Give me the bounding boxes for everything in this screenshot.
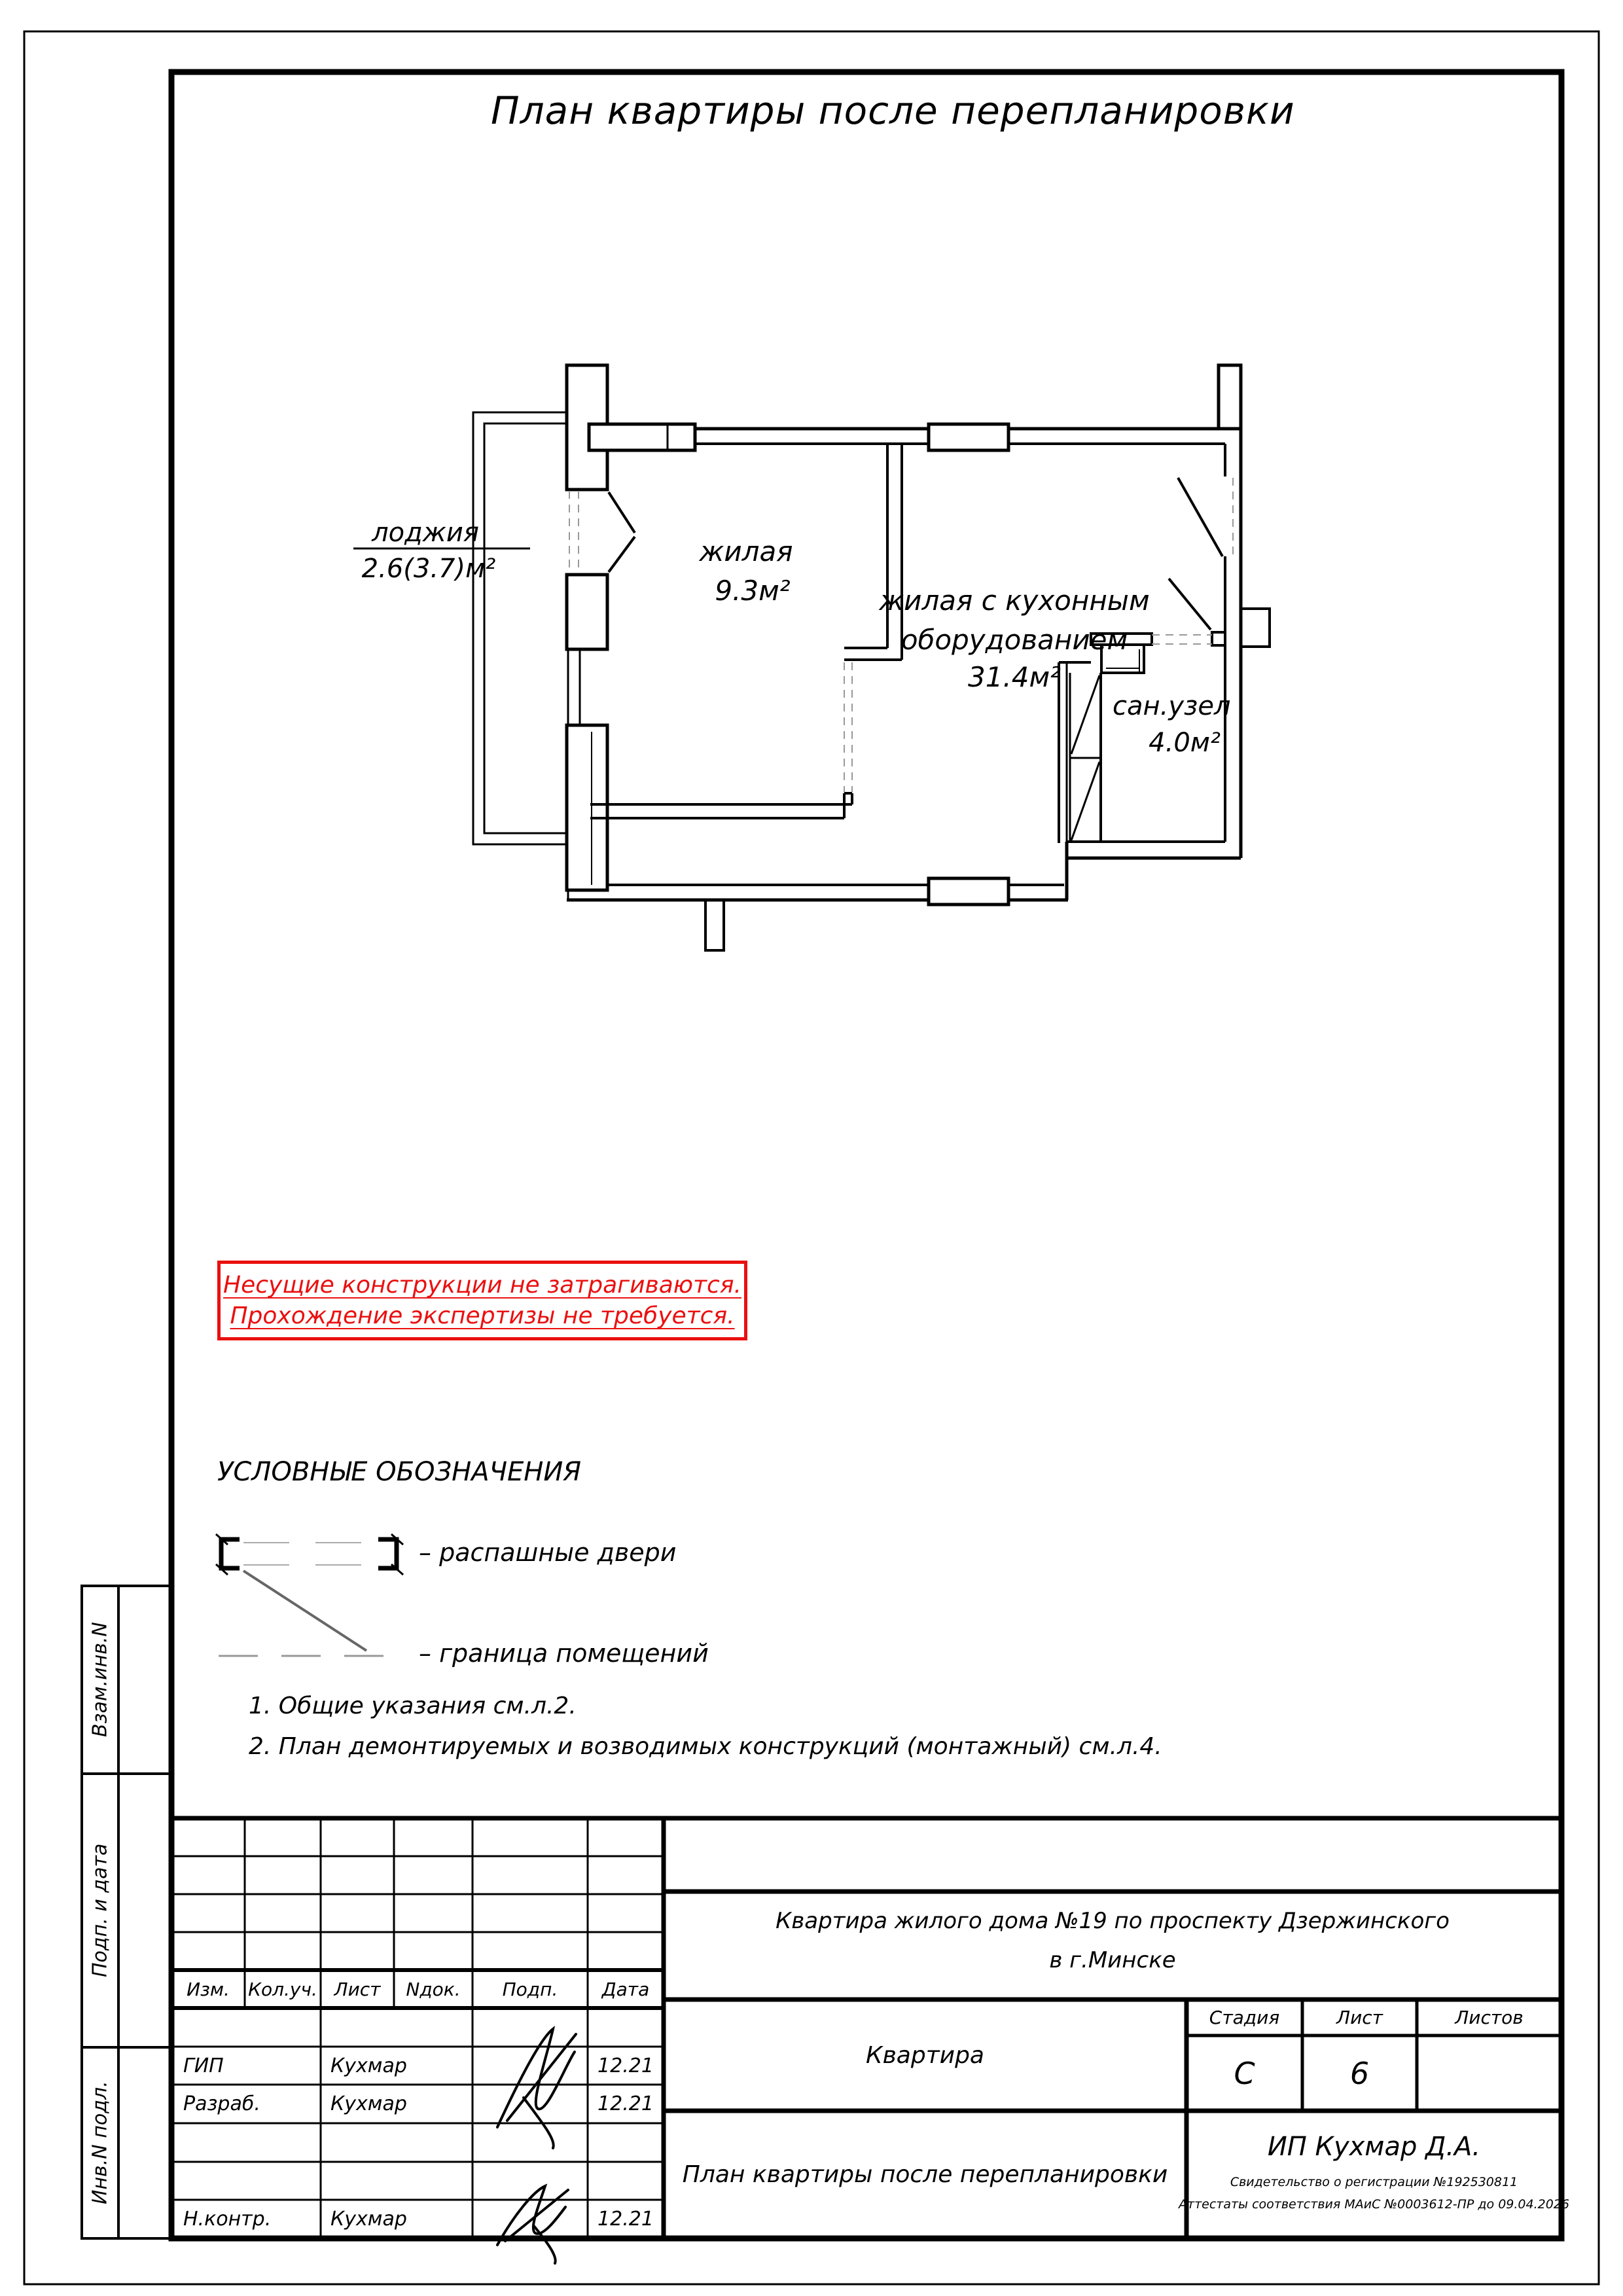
- tb-row-nkontr-name: Кухмар: [330, 2208, 407, 2231]
- side-label-vzam: Взам.инв.N: [88, 1622, 112, 1738]
- room-label-loggia: лоджия: [372, 518, 479, 548]
- warning-box: [217, 1261, 747, 1340]
- loggia-walls: [473, 412, 568, 844]
- warning-line-2: Прохождение экспертизы не требуется.: [230, 1302, 735, 1329]
- legend-label-doors: – распашные двери: [419, 1538, 677, 1567]
- room-label-living-small: жилая: [699, 535, 793, 567]
- tb-col-izm: Изм.: [187, 1978, 230, 2000]
- tb-stage-value: С: [1234, 2055, 1255, 2091]
- room-area-living-small: 9.3м²: [715, 575, 791, 607]
- tb-project-line1: Квартира жилого дома №19 по проспекту Дзержинского: [776, 1908, 1450, 1934]
- room-area-bathroom: 4.0м²: [1149, 728, 1221, 758]
- tb-sheet-label: Лист: [1336, 2007, 1383, 2028]
- note-2: 2. План демонтируемых и возводимых конструкций (монтажный) см.л.4.: [249, 1733, 1162, 1760]
- room-label-bathroom: сан.узел: [1113, 691, 1231, 721]
- tb-company-cert1: Свидетельство о регистрации №192530811: [1230, 2175, 1518, 2189]
- tb-col-koluch: Кол.уч.: [248, 1978, 317, 2000]
- tb-row-gip-role: ГИП: [183, 2054, 224, 2077]
- floorplan-piers: [567, 365, 1270, 950]
- side-label-inv: Инв.N подл.: [88, 2081, 112, 2205]
- note-1: 1. Общие указания см.л.2.: [249, 1693, 577, 1719]
- tb-sheets-value: [1417, 2036, 1561, 2111]
- interior-partition: [590, 444, 902, 818]
- tb-row-razrab-date: 12.21: [597, 2092, 654, 2115]
- warning-line-1: Несущие конструкции не затрагиваются.: [223, 1272, 741, 1299]
- room-label-living-kitchen-2: оборудованием: [901, 624, 1128, 656]
- tb-row-nkontr-role: Н.контр.: [183, 2208, 272, 2231]
- tb-sheet-value: 6: [1349, 2055, 1370, 2091]
- room-label-living-kitchen-1: жилая с кухонным: [879, 584, 1150, 617]
- tb-col-data: Дата: [601, 1978, 650, 2000]
- tb-sheet-title: План квартиры после перепланировки: [682, 2161, 1168, 2188]
- room-area-loggia: 2.6(3.7)м²: [361, 554, 496, 584]
- tb-row-nkontr-date: 12.21: [597, 2208, 654, 2231]
- signatures: [497, 2029, 576, 2263]
- tb-stage-label: Стадия: [1209, 2007, 1280, 2028]
- page-title: План квартиры после перепланировки: [491, 88, 1295, 133]
- tb-row-gip-date: 12.21: [597, 2054, 654, 2077]
- legend-label-boundary: – граница помещений: [419, 1639, 709, 1668]
- tb-col-ndok: Nдок.: [406, 1978, 461, 2000]
- tb-col-list: Лист: [334, 1978, 381, 2000]
- tb-sheets-label: Листов: [1455, 2007, 1524, 2028]
- tb-company-cert2: Аттестаты соответствия МАиС №0003612-ПР до 09.04.2026: [1179, 2197, 1569, 2212]
- tb-project-line2: в г.Минске: [1049, 1947, 1176, 1973]
- tb-company-name: ИП Кухмар Д.А.: [1267, 2132, 1481, 2162]
- tb-row-gip-name: Кухмар: [330, 2054, 407, 2077]
- tb-row-razrab-role: Разраб.: [183, 2092, 260, 2115]
- tb-row-razrab-name: Кухмар: [330, 2092, 407, 2115]
- room-area-living-kitchen: 31.4м²: [967, 661, 1061, 693]
- legend-title: УСЛОВНЫЕ ОБОЗНАЧЕНИЯ: [217, 1457, 582, 1487]
- swing-doors-symbol: [216, 1534, 403, 1651]
- side-label-podp: Подп. и дата: [88, 1843, 112, 1978]
- tb-object-label: Квартира: [866, 2041, 984, 2069]
- tb-col-podp: Подп.: [502, 1978, 558, 2000]
